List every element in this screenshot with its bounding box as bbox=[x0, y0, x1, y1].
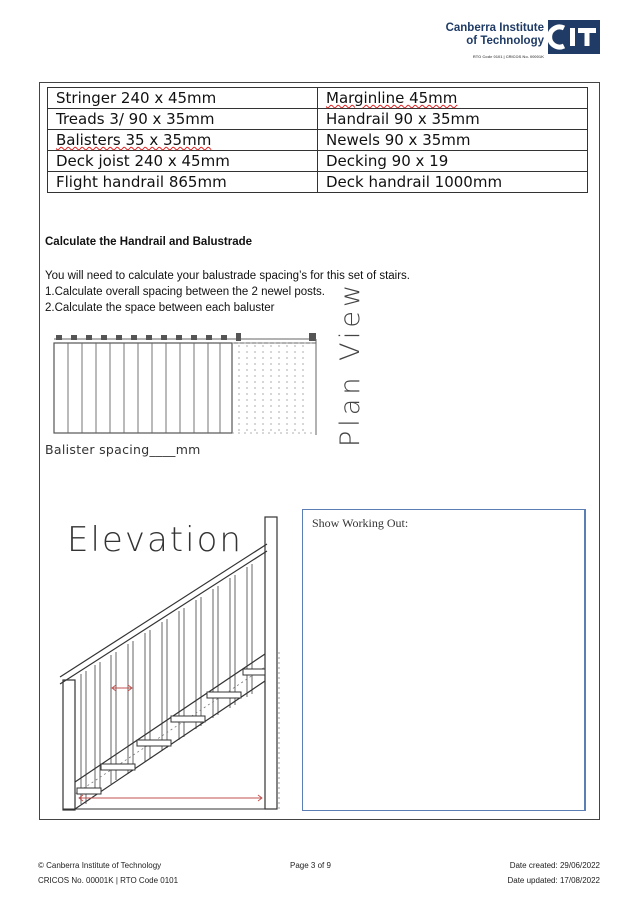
logo-org-line2: of Technology bbox=[466, 35, 544, 47]
table-cell bbox=[318, 88, 588, 109]
table-cell: Handrail 90 x 35mm bbox=[318, 109, 588, 130]
step-item: 2.Calculate the space between each baluster bbox=[45, 302, 275, 314]
table-cell: Stringer 240 x 45mm bbox=[48, 88, 318, 109]
footer-date-created: Date created: 29/06/2022 bbox=[509, 861, 600, 870]
table-cell: Flight handrail 865mm bbox=[48, 172, 318, 193]
table-cell: Deck joist 240 x 45mm bbox=[48, 151, 318, 172]
table-cell: Decking 90 x 19 bbox=[318, 151, 588, 172]
plan-view-label: Plan View bbox=[335, 280, 366, 447]
footer-date-updated: Date updated: 17/08/2022 bbox=[507, 876, 600, 885]
section-heading: Calculate the Handrail and Balustrade bbox=[45, 236, 253, 248]
specs-table bbox=[47, 87, 588, 193]
footer-cricos: CRICOS No. 00001K | RTO Code 0101 bbox=[38, 876, 179, 885]
table-row bbox=[48, 151, 588, 172]
working-out-label: Show Working Out: bbox=[312, 516, 409, 530]
table-cell: Deck handrail 1000mm bbox=[318, 172, 588, 193]
table-cell: Newels 90 x 35mm bbox=[318, 130, 588, 151]
footer-page-number: Page 3 of 9 bbox=[290, 861, 331, 870]
working-out-box[interactable] bbox=[302, 509, 586, 811]
table-row bbox=[48, 88, 588, 109]
cit-logo-mark-icon bbox=[548, 20, 600, 54]
step-item: 1.Calculate overall spacing between the 2 newel posts. bbox=[45, 286, 326, 298]
footer-copyright: © Canberra Institute of Technology bbox=[38, 861, 162, 870]
table-cell bbox=[48, 130, 318, 151]
logo-small-print: RTO Code 0101 | CRICOS No. 00001K bbox=[472, 54, 544, 59]
elevation-title: Elevation bbox=[67, 520, 243, 560]
balister-spacing-caption: Balister spacing____mm bbox=[45, 442, 201, 457]
cit-logo bbox=[440, 18, 610, 64]
logo-org-line1: Canberra Institute bbox=[445, 22, 544, 34]
intro-line: You will need to calculate your balustrade spacing’s for this set of stairs. bbox=[45, 270, 411, 282]
table-cell-text: Marginline 45mm bbox=[326, 89, 458, 107]
table-row bbox=[48, 172, 588, 193]
logo-text bbox=[440, 22, 544, 63]
table-row bbox=[48, 109, 588, 130]
table-cell-text: Balisters 35 x 35mm bbox=[56, 131, 212, 149]
table-row bbox=[48, 130, 588, 151]
table-cell: Treads 3/ 90 x 35mm bbox=[48, 109, 318, 130]
plan-view-drawing bbox=[44, 315, 324, 440]
